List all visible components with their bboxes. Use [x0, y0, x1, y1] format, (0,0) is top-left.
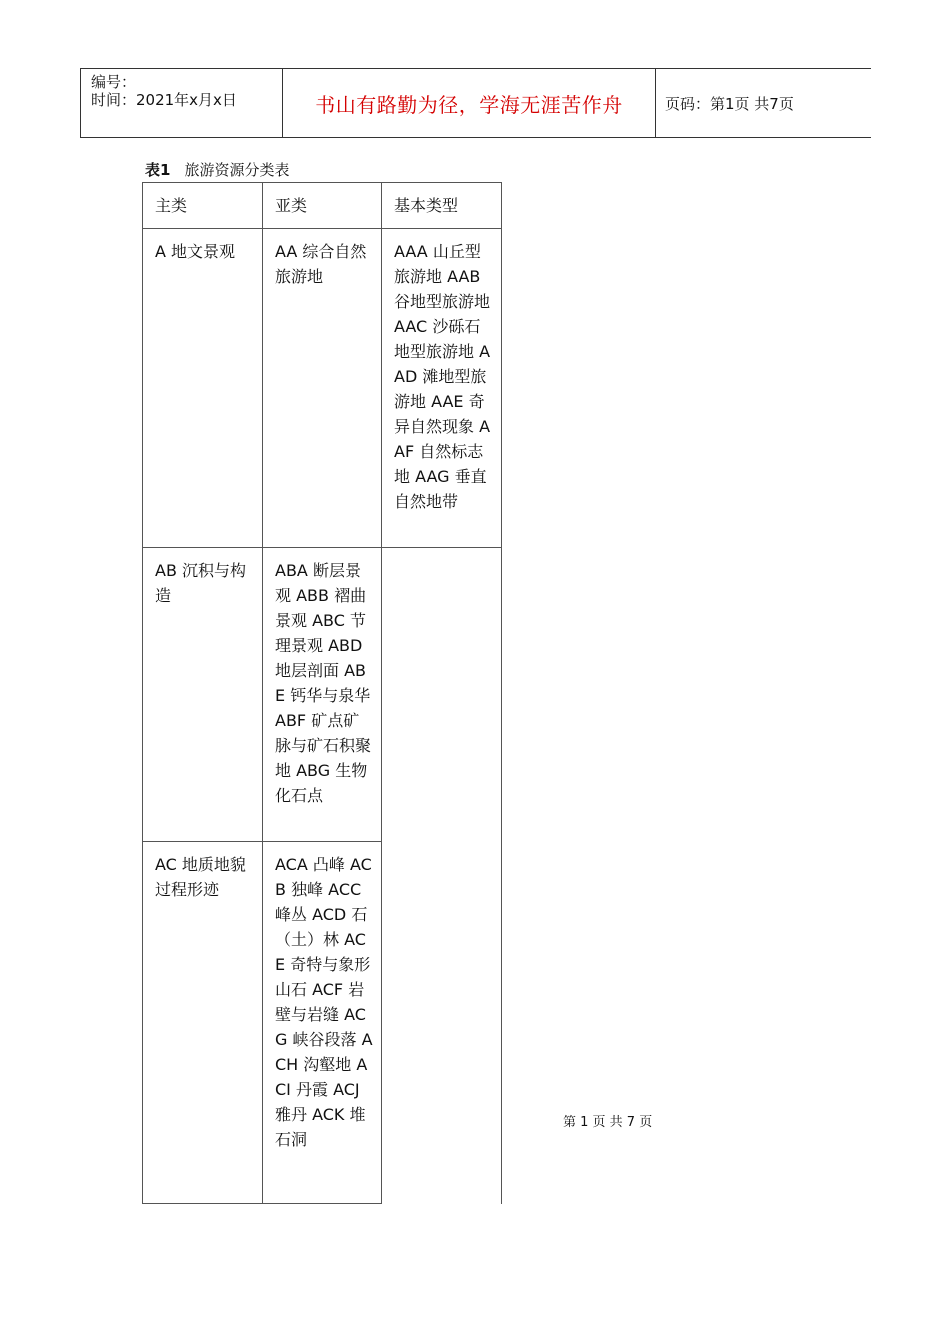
table-caption-number: 表1 [145, 161, 171, 179]
table-cell-main: AB 沉积与构造 [155, 561, 247, 605]
page-footer: 第 1 页 共 7 页 [563, 1115, 653, 1130]
column-header-main: 主类 [155, 196, 188, 215]
table-cell-main: A 地文景观 [155, 242, 236, 261]
table-cell-sub: ABA 断层景观 ABB 褶曲景观 ABC 节理景观 ABD 地层剖面 ABE 钙华与泉华 ABF 矿点矿脉与矿石积聚地 ABG 生物化石点 [275, 561, 372, 805]
table-cell-types: AAA 山丘型旅游地 AAB 谷地型旅游地 AAC 沙砾石地型旅游地 AAD 滩地型旅游地 AAE 奇异自然现象 AAF 自然标志地 AAG 垂直自然地带 [394, 242, 491, 511]
table-rule [262, 182, 263, 1204]
column-header-sub: 亚类 [275, 196, 308, 215]
header-motto: 书山有路勤为径，学海无涯苦作舟 [315, 92, 623, 117]
table-rule [501, 182, 502, 1204]
table-rule [142, 182, 502, 183]
table-caption [145, 160, 289, 180]
table-cell-sub: AA 综合自然旅游地 [275, 242, 367, 286]
table-rule [142, 547, 502, 548]
document-header [80, 68, 871, 138]
table-rule [142, 228, 502, 229]
table-rule [381, 182, 382, 1204]
table-rule [142, 182, 143, 1204]
document-id-label: 编号： [91, 73, 137, 91]
table-caption-title: 旅游资源分类表 [184, 161, 290, 179]
table-cell-main: AC 地质地貌过程形迹 [155, 855, 246, 899]
header-divider [655, 69, 656, 137]
column-header-types: 基本类型 [394, 196, 459, 215]
table-cell-sub: ACA 凸峰 ACB 独峰 ACC 峰丛 ACD 石（土）林 ACE 奇特与象形山石 ACF 岩壁与岩缝 ACG 峡谷段落 ACH 沟壑地 ACI 丹霞 ACJ 雅丹 ACK 堆石洞 [275, 855, 373, 1149]
header-page-label: 页码：第1页 共7页 [665, 94, 794, 113]
document-time-label: 时间：2021年x月x日 [91, 91, 237, 109]
